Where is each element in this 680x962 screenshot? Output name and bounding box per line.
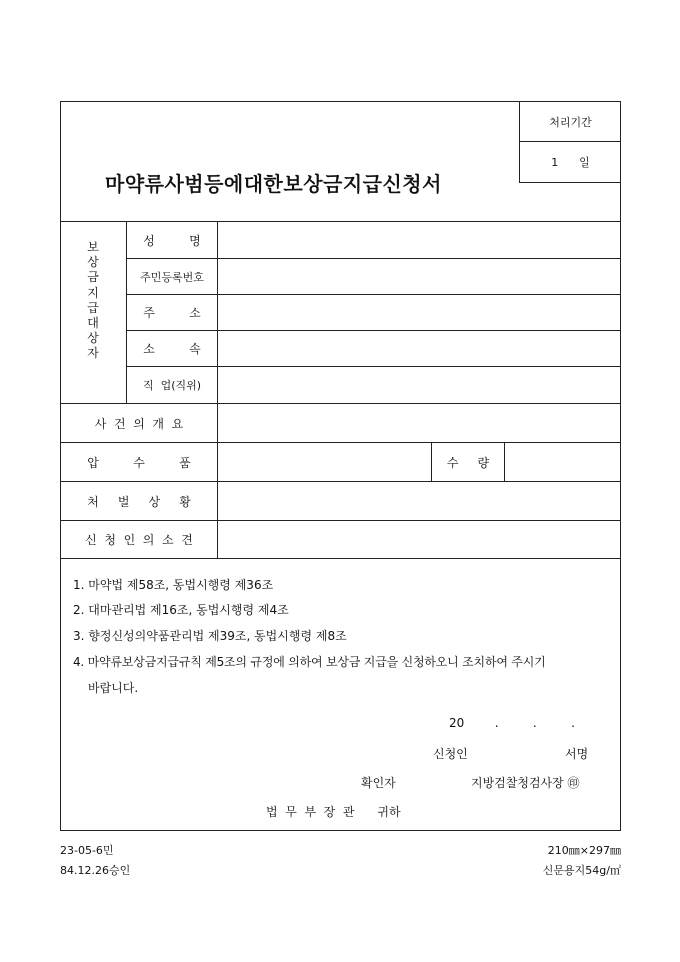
paper-type: 신문용지54g/㎡	[542, 864, 621, 877]
punishment-status-field[interactable]	[218, 482, 621, 520]
addressee: 법 무 부 장 관 귀하	[266, 805, 401, 819]
application-form	[60, 101, 621, 831]
form-code: 23-05-6민	[60, 844, 114, 857]
occupation-label: 직 업(직위)	[142, 379, 202, 392]
form-title: 마약류사범등에대한보상금지급신청서	[105, 172, 442, 196]
approval-date: 84.12.26승인	[60, 864, 131, 877]
law-item-4: 4. 마약류보상금지급규칙 제5조의 규정에 의하여 보상금 지급을 신청하오니 조치하여 주시기	[73, 655, 546, 669]
recipient-group-label: 보 상 금 지 급 대 상 자	[87, 240, 99, 361]
quantity-field[interactable]	[505, 443, 621, 481]
processing-period-label: 처리기간	[549, 115, 592, 129]
name-label: 성 명	[143, 233, 201, 248]
affiliation-field[interactable]	[218, 331, 621, 366]
quantity-label: 수 량	[446, 455, 490, 470]
affiliation-label: 소 속	[143, 342, 201, 356]
occupation-field[interactable]	[218, 367, 621, 403]
resident-number-field[interactable]	[218, 259, 621, 294]
case-summary-field[interactable]	[218, 404, 621, 442]
name-field[interactable]	[218, 222, 621, 258]
address-field[interactable]	[218, 295, 621, 330]
law-item-1: 1. 마약법 제58조, 동법시행령 제36조	[73, 578, 274, 592]
applicant-opinion-field[interactable]	[218, 521, 621, 558]
punishment-status-label: 처 벌 상 황	[87, 494, 191, 509]
law-item-4-continuation: 바랍니다.	[88, 681, 139, 695]
applicant-opinion-label: 신 청 인 의 소 견	[85, 533, 193, 547]
seized-items-label: 압 수 품	[87, 455, 191, 470]
date-line: 20 . . .	[449, 716, 575, 730]
signature-label: 서명	[565, 747, 589, 761]
applicant-label: 신청인	[433, 747, 468, 761]
paper-size: 210㎜×297㎜	[547, 844, 621, 857]
law-item-3: 3. 향정신성의약품관리법 제39조, 동법시행령 제8조	[73, 629, 347, 643]
law-item-2: 2. 대마관리법 제16조, 동법시행령 제4조	[73, 603, 289, 617]
seized-items-field[interactable]	[218, 443, 431, 481]
case-summary-label: 사 건 의 개 요	[94, 416, 184, 431]
confirmer-label: 확인자	[361, 776, 396, 790]
resident-number-label: 주민등록번호	[140, 270, 204, 284]
confirmer-title: 지방검찰청검사장 ㊞	[471, 776, 580, 790]
processing-period-value: 1 일	[551, 156, 590, 169]
address-label: 주 소	[143, 306, 201, 320]
